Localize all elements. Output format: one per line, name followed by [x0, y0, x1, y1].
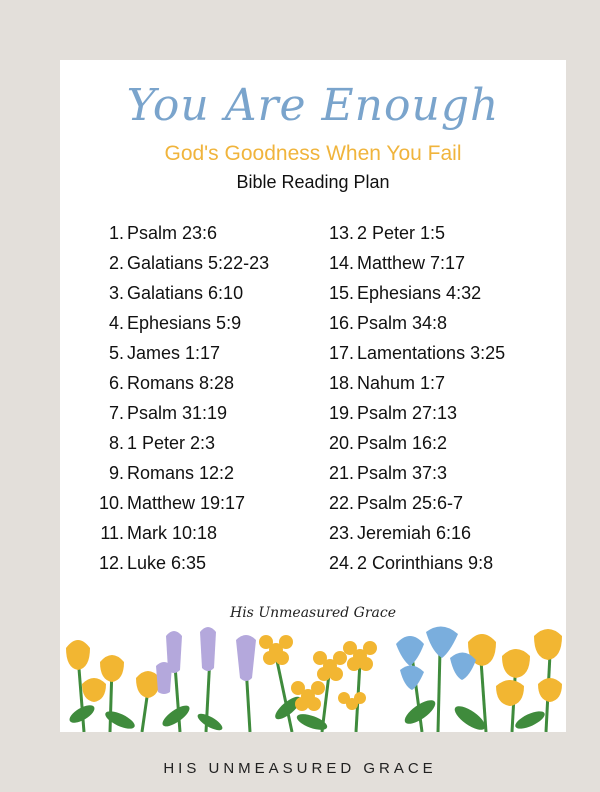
list-item [318, 428, 505, 458]
list-item [318, 308, 505, 338]
scripture-reference: Lamentations 3:25 [357, 343, 506, 363]
list-item [318, 218, 505, 248]
item-number: 11. [100, 523, 124, 543]
reading-plan-card [60, 60, 566, 732]
list-item [318, 488, 505, 518]
list-item [90, 248, 269, 278]
plan-label: Bible Reading Plan [236, 172, 390, 192]
list-item [318, 398, 505, 428]
page-title: You Are Enough [126, 80, 500, 131]
item-number: 3. [108, 283, 124, 303]
scripture-reference: Psalm 27:13 [357, 403, 458, 423]
scripture-reference: Matthew 19:17 [127, 493, 246, 513]
item-number: 23. [328, 523, 354, 543]
scripture-reference: Psalm 23:6 [127, 223, 218, 243]
item-number: 10. [98, 493, 124, 513]
list-item [90, 278, 269, 308]
item-number: 21. [328, 463, 354, 483]
scripture-reference: 2 Peter 1:5 [357, 223, 446, 243]
scripture-reference: Psalm 16:2 [357, 433, 448, 453]
item-number: 14. [328, 253, 354, 273]
list-item [318, 338, 505, 368]
list-item [90, 368, 269, 398]
reading-list-right [318, 218, 505, 578]
list-item [318, 518, 505, 548]
item-number: 20. [328, 433, 354, 453]
scripture-reference: Mark 10:18 [127, 523, 218, 543]
scripture-reference: Romans 8:28 [127, 373, 235, 393]
list-item [90, 308, 269, 338]
item-number: 1. [108, 223, 124, 243]
page-subtitle: God's Goodness When You Fail [164, 142, 462, 165]
scripture-reference: 2 Corinthians 9:8 [357, 553, 494, 573]
scripture-reference: Ephesians 4:32 [357, 283, 482, 303]
list-item [318, 278, 505, 308]
list-item [318, 548, 505, 578]
scripture-reference: Psalm 34:8 [357, 313, 448, 333]
scripture-reference: Psalm 37:3 [357, 463, 448, 483]
item-number: 24. [328, 553, 354, 573]
list-item [90, 218, 269, 248]
flower-border [60, 626, 566, 732]
item-number: 6. [108, 373, 124, 393]
scripture-reference: 1 Peter 2:3 [127, 433, 216, 453]
scripture-reference: Psalm 31:19 [127, 403, 228, 423]
item-number: 17. [328, 343, 354, 363]
item-number: 5. [108, 343, 124, 363]
list-item [90, 518, 269, 548]
bluebell-icon [396, 626, 476, 690]
scripture-reference: Psalm 25:6-7 [357, 493, 464, 513]
scripture-reference: Galatians 5:22-23 [127, 253, 270, 273]
item-number: 15. [328, 283, 354, 303]
crocus-icon [156, 627, 256, 694]
brand-script: His Unmeasured Grace [230, 605, 396, 621]
list-item [90, 338, 269, 368]
list-item [90, 428, 269, 458]
item-number: 8. [108, 433, 124, 453]
list-item [318, 368, 505, 398]
scripture-reference: Romans 12:2 [127, 463, 235, 483]
item-number: 9. [108, 463, 124, 483]
scripture-reference: Ephesians 5:9 [127, 313, 242, 333]
list-item [90, 398, 269, 428]
scripture-reference: Matthew 7:17 [357, 253, 466, 273]
footer-brand: HIS UNMEASURED GRACE [163, 760, 437, 777]
item-number: 12. [98, 553, 124, 573]
list-item [318, 248, 505, 278]
list-item [90, 458, 269, 488]
scripture-reference: Galatians 6:10 [127, 283, 244, 303]
item-number: 19. [328, 403, 354, 423]
scripture-reference: Jeremiah 6:16 [357, 523, 472, 543]
reading-list-left [90, 218, 269, 578]
item-number: 18. [328, 373, 354, 393]
scripture-reference: Nahum 1:7 [357, 373, 446, 393]
list-item [90, 548, 269, 578]
item-number: 13. [328, 223, 354, 243]
item-number: 2. [108, 253, 124, 273]
item-number: 7. [108, 403, 124, 423]
item-number: 4. [108, 313, 124, 333]
scripture-reference: Luke 6:35 [127, 553, 207, 573]
item-number: 16. [328, 313, 354, 333]
list-item [90, 488, 269, 518]
item-number: 22. [328, 493, 354, 513]
scripture-reference: James 1:17 [127, 343, 221, 363]
list-item [318, 458, 505, 488]
